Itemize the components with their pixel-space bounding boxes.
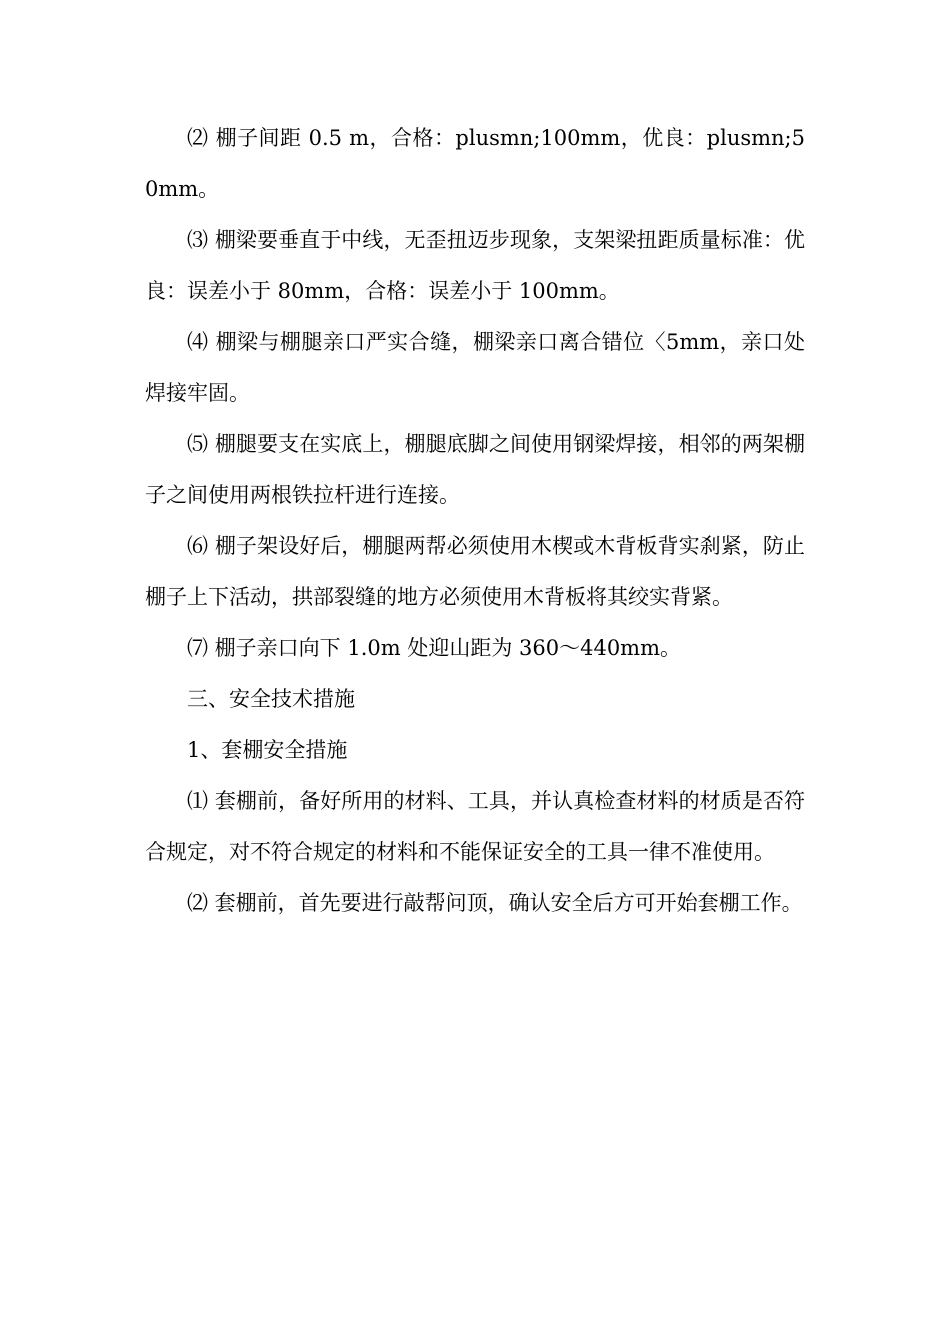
paragraph-spacing: ⑵ 棚子间距 0.5 m，合格：plusmn;100mm，优良：plusmn;50mm。	[145, 126, 805, 201]
document-body	[145, 113, 805, 929]
paragraph-beam-vertical: ⑶ 棚梁要垂直于中线，无歪扭迈步现象，支架梁扭距质量标准：优良：误差小于 80mm，合格：误差小于 100mm。	[145, 228, 805, 303]
subsection-heading: 1、套棚安全措施	[187, 738, 348, 762]
paragraph-lean-distance: ⑺ 棚子亲口向下 1.0m 处迎山距为 360～440mm。	[187, 636, 682, 660]
paragraph-prepare-materials: ⑴ 套棚前，备好所用的材料、工具，并认真检查材料的材质是否符合规定，对不符合规定的材料和不能保证安全的工具一律不准使用。	[145, 789, 805, 864]
paragraph-check-roof: ⑵ 套棚前，首先要进行敲帮问顶，确认安全后方可开始套棚工作。	[187, 891, 803, 915]
paragraph-wedging: ⑹ 棚子架设好后，棚腿两帮必须使用木楔或木背板背实刹紧，防止棚子上下活动，拱部裂缝的地方必须使用木背板将其绞实背紧。	[145, 534, 805, 609]
section-heading: 三、安全技术措施	[187, 687, 355, 711]
paragraph-beam-joint: ⑷ 棚梁与棚腿亲口严实合缝，棚梁亲口离合错位〈5mm，亲口处焊接牢固。	[145, 330, 805, 405]
paragraph-leg-support: ⑸ 棚腿要支在实底上，棚腿底脚之间使用钢梁焊接，相邻的两架棚子之间使用两根铁拉杆进行连接。	[145, 432, 805, 507]
